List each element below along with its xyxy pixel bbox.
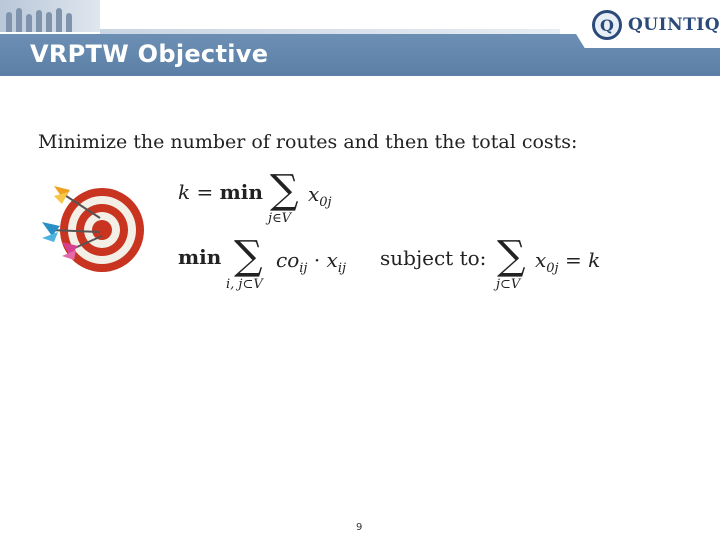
formula-2-sub: i, j⊂V [226,277,263,292]
page-number: 9 [356,522,363,533]
quintiq-logo-icon [592,8,720,42]
formula-2-sub-2: j⊂V [496,277,521,292]
dartboard-icon [40,180,145,280]
formula-1-lhs: k = [178,180,220,204]
formula-1 [178,180,263,204]
formula-2-rhs: $x_{0j} = k$ [535,248,601,276]
formula-2-subject: subject to: [380,246,487,270]
formula-2-term: $co_{ij} \cdot x_{ij}$ [276,248,347,276]
lead-text: Minimize the number of routes and then the total costs: [38,131,578,153]
logo-text: QUINTIQ [628,15,720,35]
formula-1-term: $x_{0j}$ [308,182,332,210]
formula-2-sum: ∑ [234,233,263,279]
logo-mark: Q [592,10,622,40]
formula-1-min: min [219,180,263,204]
formula-1-sum: ∑ [270,167,299,213]
formula-2-sum-2: ∑ [497,233,526,279]
slide-title: VRPTW Objective [30,40,269,68]
formula-2-min: min [178,245,222,269]
formula-1-sub: j∈V [268,211,292,226]
header-image-strip [0,0,100,32]
